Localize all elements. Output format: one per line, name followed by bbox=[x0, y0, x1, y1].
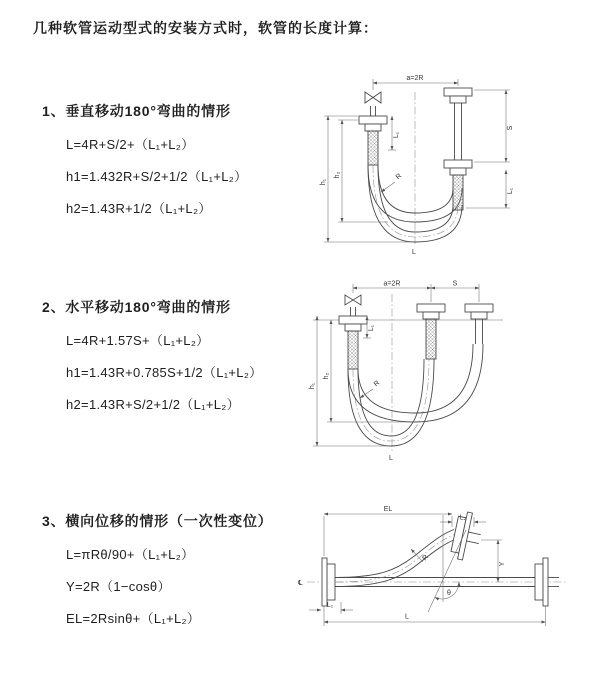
formula-h2: h2=1.43R+1/2（L₁+L₂） bbox=[66, 201, 212, 216]
section-2 bbox=[42, 297, 312, 413]
dimension-y bbox=[481, 540, 506, 582]
span-label: a=2R bbox=[406, 75, 424, 82]
horizontal-u-bend-diagram bbox=[303, 276, 590, 463]
middle-fitting bbox=[417, 304, 445, 359]
hose-u-bend bbox=[348, 344, 483, 446]
length-label: L bbox=[412, 249, 416, 256]
upper-flange bbox=[450, 510, 485, 562]
radius-callout bbox=[360, 380, 381, 398]
dimension-l1-left bbox=[388, 116, 400, 150]
dimension-l1-right bbox=[466, 170, 514, 208]
lateral-displacement-diagram bbox=[297, 500, 599, 648]
dimension-h2 bbox=[323, 320, 415, 422]
radius-label: R bbox=[372, 379, 382, 389]
section-3-heading: 3、横向位移的情形（一次性变位） bbox=[42, 513, 273, 529]
formula-h2: h2=1.43R+S/2+1/2（L₁+L₂） bbox=[66, 397, 240, 412]
formula-y: Y=2R（1−cosθ） bbox=[66, 579, 171, 594]
l1-label: L₁ bbox=[368, 324, 375, 332]
vertical-u-bend-diagram bbox=[308, 70, 585, 257]
deflected-hose bbox=[335, 530, 457, 587]
formula-length: L=4R+1.57S+（L₁+L₂） bbox=[66, 333, 210, 348]
l1-left-label: L₁ bbox=[393, 131, 400, 139]
section-3 bbox=[42, 511, 312, 627]
radius-label: R bbox=[394, 172, 404, 182]
right-fitting bbox=[444, 88, 472, 210]
dimension-stroke-s bbox=[474, 90, 514, 162]
y-label: Y bbox=[499, 561, 506, 567]
dimension-span bbox=[353, 281, 479, 303]
l1-label: L₁ bbox=[326, 602, 334, 609]
radius-callout bbox=[381, 173, 403, 192]
page-title: 几种软管运动型式的安装方式时，软管的长度计算： bbox=[33, 20, 378, 36]
dimension-l1 bbox=[309, 602, 353, 614]
formula-el: EL=2Rsinθ+（L₁+L₂） bbox=[66, 611, 201, 626]
dimension-el bbox=[324, 506, 452, 556]
h2-label: h₂ bbox=[334, 171, 341, 179]
h2-label: h₂ bbox=[323, 372, 330, 380]
valve-icon bbox=[345, 295, 361, 305]
centerline-symbol: ℄ bbox=[298, 580, 303, 587]
stroke-label: S bbox=[507, 125, 514, 131]
dimension-l bbox=[324, 606, 546, 626]
el-label: EL bbox=[383, 506, 393, 513]
span-label: a=2R bbox=[383, 280, 401, 288]
h1-label: h₁ bbox=[320, 178, 327, 186]
dimension-h2 bbox=[334, 120, 388, 222]
stroke-label: S bbox=[452, 280, 458, 288]
section-1 bbox=[42, 101, 312, 217]
theta-label: θ bbox=[447, 590, 451, 597]
section-1-heading: 1、垂直移动180°弯曲的情形 bbox=[42, 103, 231, 119]
left-flange bbox=[322, 558, 335, 606]
radius-label: R bbox=[421, 553, 431, 563]
length-label: L bbox=[389, 455, 393, 462]
formula-length: L=4R+S/2+（L₁+L₂） bbox=[66, 137, 195, 152]
h1-label: h₁ bbox=[309, 382, 316, 390]
length-label: L bbox=[405, 613, 409, 621]
l2-label: L₂ bbox=[459, 514, 467, 522]
right-fitting bbox=[465, 304, 493, 344]
left-fitting bbox=[339, 307, 367, 369]
valve-icon bbox=[365, 92, 381, 103]
formula-h1: h1=1.43R+0.785S+1/2（L₁+L₂） bbox=[66, 365, 263, 380]
dimension-stroke-s bbox=[431, 281, 479, 289]
l1-right-label: L₁ bbox=[507, 187, 514, 195]
formula-h1: h1=1.432R+S/2+1/2（L₁+L₂） bbox=[66, 169, 248, 184]
formula-length: L=πRθ/90+（L₁+L₂） bbox=[66, 547, 195, 562]
left-fitting bbox=[359, 106, 387, 165]
section-2-heading: 2、水平移动180°弯曲的情形 bbox=[42, 299, 231, 315]
